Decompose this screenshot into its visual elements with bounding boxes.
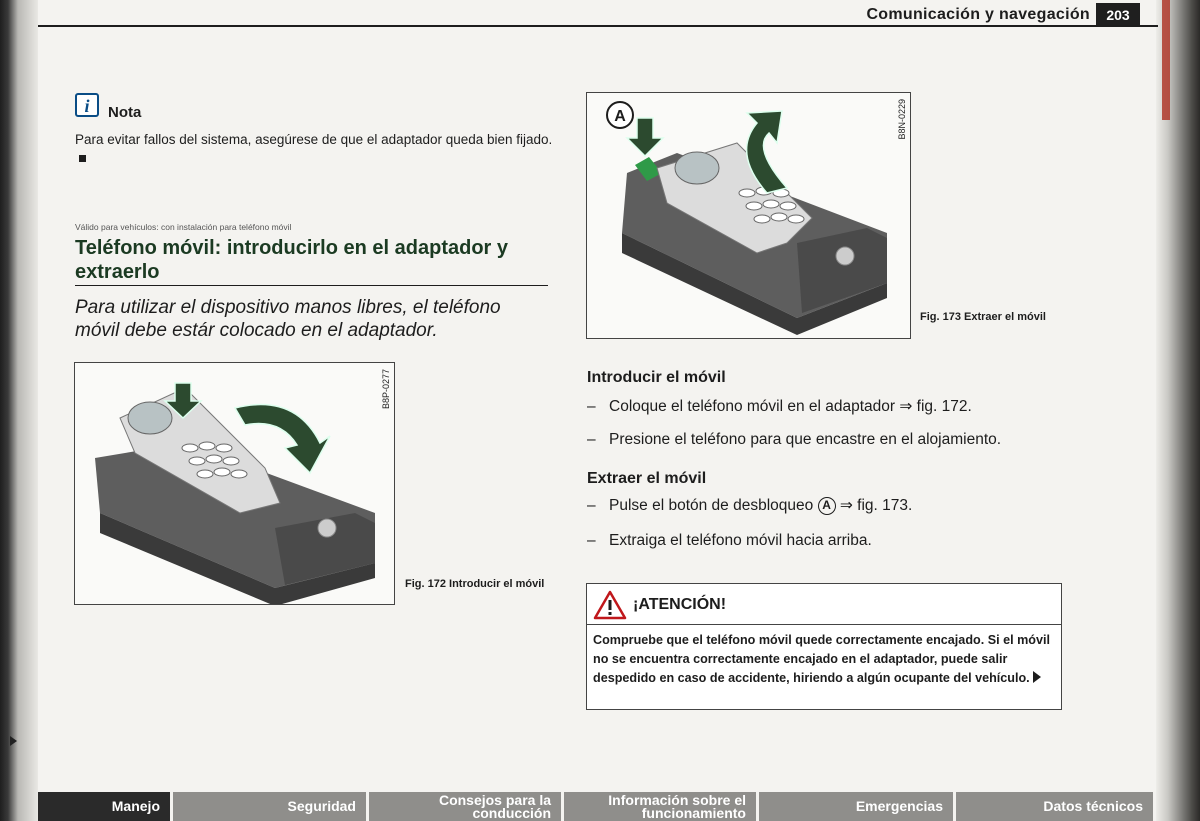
figure-code: B8N-0229 <box>897 99 907 140</box>
tab-consejos[interactable]: Consejos para la conducción <box>369 792 564 821</box>
warning-text: Compruebe que el teléfono móvil quede correctamente encajado. Si el móvil no se encuentra correctamente encajado en el adaptador, puede salir despedido en caso de accidente, hiriendo a algún ocupante del vehículo. <box>593 633 1050 685</box>
left-binding-edge <box>0 0 38 821</box>
figure-172 <box>74 362 395 605</box>
tab-informacion[interactable]: Información sobre el funcionamiento <box>564 792 759 821</box>
list-item: – Presione el teléfono para que encastre en el alojamiento. <box>587 431 1002 448</box>
running-header: Comunicación y navegación <box>866 6 1090 23</box>
insert-heading: Introducir el móvil <box>587 369 726 386</box>
warning-title: ¡ATENCIÓN! <box>633 596 727 613</box>
warning-triangle-icon <box>593 590 627 620</box>
tab-datos-tecnicos[interactable]: Datos técnicos <box>956 792 1156 821</box>
list-item: – Coloque el teléfono móvil en el adaptador ⇒ fig. 172. <box>587 398 972 415</box>
list-item: – Pulse el botón de desbloqueo A ⇒ fig. 173. <box>587 497 913 514</box>
note-title: Nota <box>108 104 142 121</box>
continue-arrow-icon <box>1033 671 1041 683</box>
note-text: Para evitar fallos del sistema, asegúrese de que el adaptador queda bien fijado. <box>75 130 555 168</box>
tab-manejo[interactable]: Manejo <box>38 792 173 821</box>
marker-a-icon: A <box>818 497 836 515</box>
end-mark-icon <box>79 155 86 162</box>
figure-code: B8P-0277 <box>381 369 391 410</box>
tab-seguridad[interactable]: Seguridad <box>173 792 369 821</box>
phone-insert-illustration <box>75 363 395 605</box>
warning-box <box>586 583 1062 710</box>
section-heading: Teléfono móvil: introducirlo en el adaptador y extraerlo <box>75 237 509 283</box>
figure-173 <box>586 92 911 339</box>
warning-header <box>587 584 1061 625</box>
list-item: – Extraiga el teléfono móvil hacia arriba. <box>587 532 872 549</box>
page-number: 203 <box>1096 3 1140 27</box>
figure-173-caption: Fig. 173 Extraer el móvil <box>920 311 1046 323</box>
tab-emergencias[interactable]: Emergencias <box>759 792 956 821</box>
info-icon: i <box>75 93 99 117</box>
validity-note: Válido para vehículos: con instalación para teléfono móvil <box>75 222 292 232</box>
header-rule <box>38 25 1158 27</box>
lead-paragraph: Para utilizar el dispositivo manos libres, el teléfono móvil debe estár colocado en el adaptador. <box>75 297 501 341</box>
margin-arrow-icon <box>10 736 17 746</box>
marker-a-label: A <box>614 108 626 125</box>
section-rule <box>75 285 548 286</box>
extract-heading: Extraer el móvil <box>587 470 707 487</box>
phone-extract-illustration <box>587 93 911 339</box>
right-binding-edge <box>1156 0 1200 821</box>
chapter-tabs <box>38 792 1156 821</box>
page-edge-red-marker <box>1162 0 1170 120</box>
figure-172-caption: Fig. 172 Introducir el móvil <box>405 578 545 590</box>
